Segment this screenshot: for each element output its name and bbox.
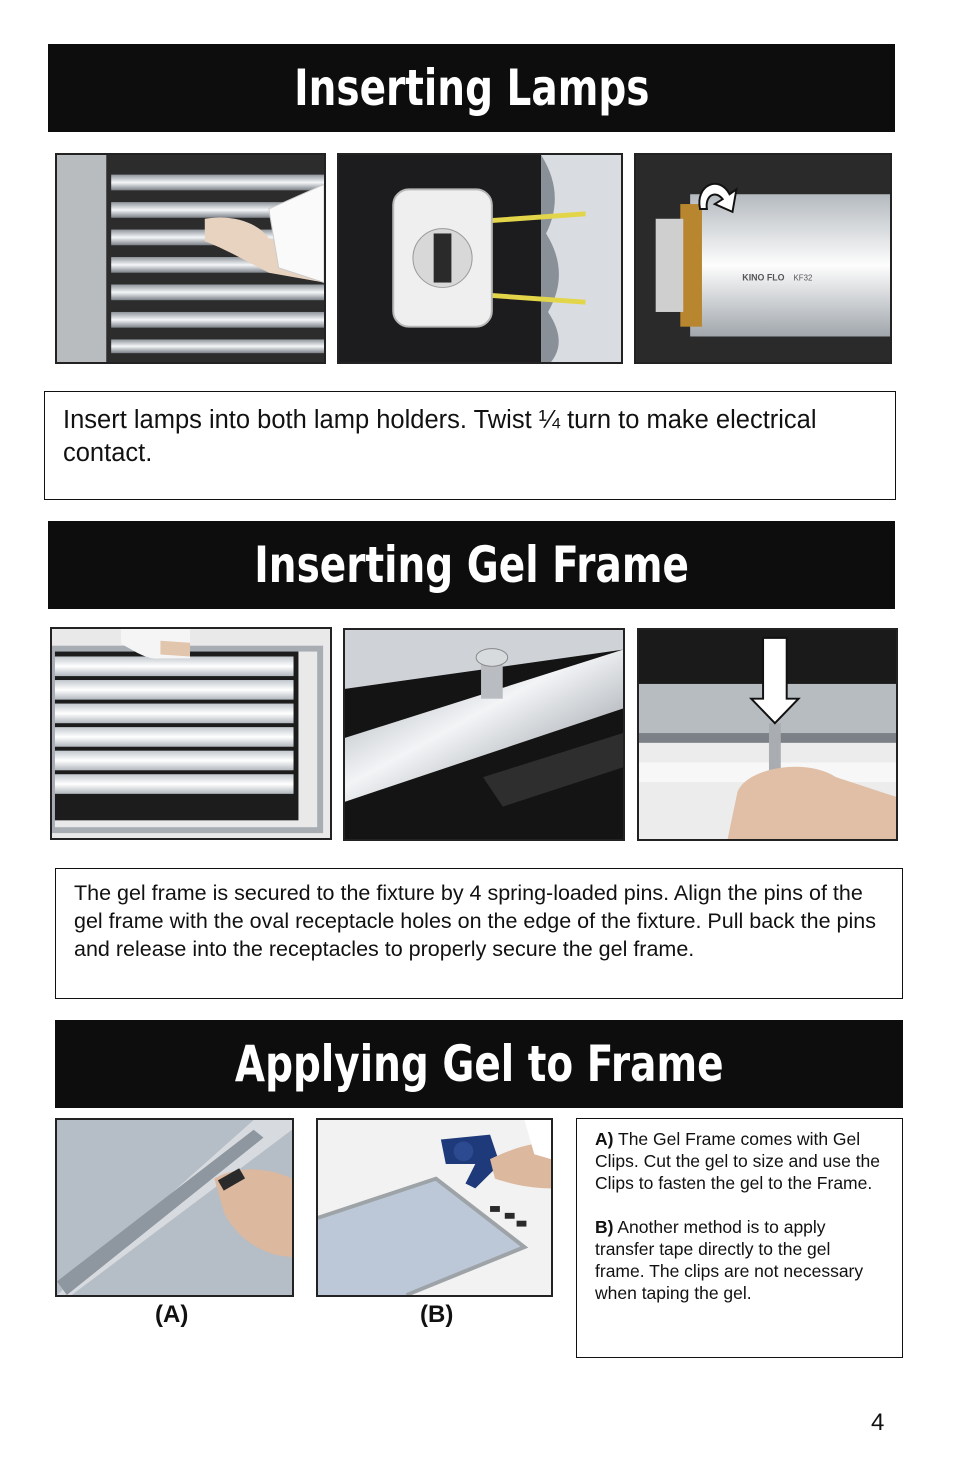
section-title: Inserting Gel Frame — [254, 536, 689, 594]
photo-transfer-tape-gun — [316, 1118, 553, 1297]
instruction-text: The gel frame is secured to the fixture by 4 spring-loaded pins. Align the pins of the gel frame with the oval receptacle holes on the edge of the fixture. Pull back the pins and release into the receptacles to properly secure the gel frame. — [74, 881, 876, 961]
note-a — [595, 1128, 884, 1194]
instruction-text: Insert lamps into both lamp holders. Twist ¼ turn to make electrical contact. — [63, 406, 817, 467]
photo-fixture-with-hand-inserting-lamp — [55, 153, 326, 364]
photo-lamp-holder-socket — [337, 153, 623, 364]
note-b — [595, 1216, 884, 1304]
photo-gel-clips-on-frame — [55, 1118, 294, 1297]
page-number: 4 — [871, 1409, 885, 1436]
lamp-code-text: KF32 — [793, 273, 813, 283]
photo-spring-loaded-pin-closeup — [343, 628, 625, 841]
note-a-text: The Gel Frame comes with Gel Clips. Cut the gel to size and use the Clips to fasten the gel to the Frame. — [595, 1129, 881, 1193]
instruction-box-inserting-lamps — [44, 391, 896, 500]
section-title: Inserting Lamps — [293, 59, 650, 117]
note-a-label: A) — [595, 1129, 614, 1149]
section-title: Applying Gel to Frame — [234, 1035, 724, 1093]
notes-box-applying-gel — [576, 1118, 903, 1358]
section-banner-applying-gel-to-frame — [55, 1020, 903, 1108]
caption-b: (B) — [420, 1301, 454, 1328]
instruction-box-inserting-gel-frame — [55, 868, 903, 999]
section-banner-inserting-gel-frame — [48, 521, 895, 609]
lamp-brand-text: KINO FLO — [742, 272, 785, 283]
section-banner-inserting-lamps — [48, 44, 895, 132]
photo-twisting-lamp-quarter-turn — [634, 153, 892, 364]
photo-attaching-gel-frame-to-fixture — [50, 627, 332, 840]
caption-a: (A) — [155, 1301, 189, 1328]
note-b-label: B) — [595, 1217, 614, 1237]
photo-pulling-back-pin — [637, 628, 898, 841]
note-b-text: Another method is to apply transfer tape directly to the gel frame. The clips are not necessary when taping the gel. — [595, 1217, 864, 1303]
